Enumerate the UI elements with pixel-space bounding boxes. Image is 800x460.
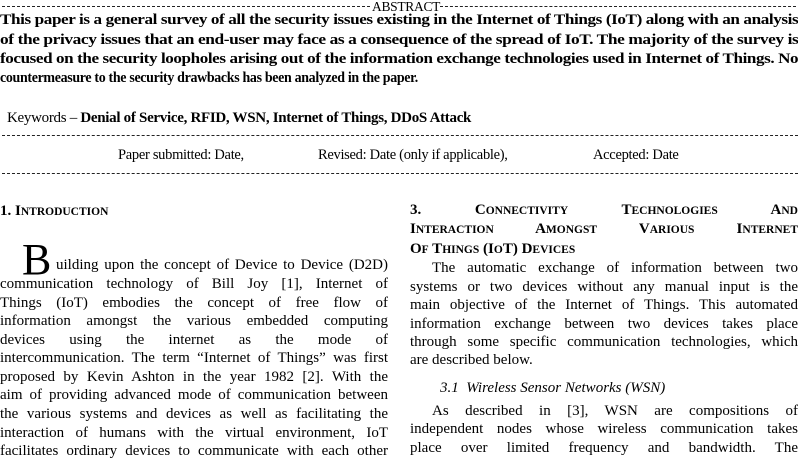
paragraph-line: are described below. — [410, 352, 533, 368]
paragraph-line: intercommunication. The term “Internet of Things” was first — [0, 350, 388, 366]
paragraph-line: systems or two devices without any manual input is the — [410, 279, 798, 295]
paragraph-line: information amongst the various embedded computing — [0, 313, 388, 329]
paragraph-line: facilitates ordinary devices to communicate with each other — [0, 443, 388, 459]
paragraph-line: devices using the internet as the mode of — [0, 332, 388, 348]
keywords-value: Denial of Service, RFID, WSN, Internet of Things, DDoS Attack — [80, 110, 472, 126]
paragraph-line: proposed by Kevin Ashton in the year 1982 [2]. With the — [0, 369, 388, 385]
paragraph-line: aim of providing advanced mode of communication between — [0, 387, 388, 403]
abstract-line: This paper is a general survey of all the security issues existing in the Internet of Things (IoT) along with an analysis — [0, 12, 799, 28]
divider — [2, 173, 798, 174]
paragraph-line: independent nodes whose wireless communication takes — [410, 421, 798, 437]
section-3-heading-line: 3. CONNECTIVITY TECHNOLOGIES AND — [410, 202, 798, 218]
paragraph-line: main objective of the Internet of Things. This automated — [410, 297, 798, 313]
abstract-heading: ABSTRACT — [372, 0, 441, 14]
paragraph-line: The automatic exchange of information between two — [432, 260, 798, 276]
keywords-label: Keywords – — [7, 110, 81, 126]
revised-date: Revised: Date (only if applicable), — [318, 147, 508, 163]
section-3-heading-line: INTERACTION AMONGST VARIOUS INTERNET — [410, 221, 798, 237]
abstract-line: countermeasure to the security drawbacks has been analyzed in the paper. — [0, 70, 418, 86]
divider — [2, 135, 798, 136]
abstract-line: focused on the security loopholes arising out of the information exchange technologies used in Internet of Things. No — [0, 51, 799, 67]
paragraph-line: Things (IoT) embodies the concept of free flow of — [0, 295, 388, 311]
submitted-date: Paper submitted: Date, — [118, 147, 244, 163]
paragraph-line: information exchange between two devices takes place — [410, 316, 798, 332]
paragraph-line: uilding upon the concept of Device to Device (D2D) — [56, 257, 388, 273]
section-1-heading: 1. INTRODUCTION — [0, 203, 109, 219]
paragraph-line: place over limited frequency and bandwidth. The — [410, 440, 798, 456]
keywords — [7, 110, 471, 127]
divider — [440, 6, 796, 7]
drop-cap: B — [22, 235, 52, 284]
paragraph-line: through some specific communication technologies, which — [410, 334, 798, 350]
abstract-line: of the privacy issues that an end-user may face as a consequence of the spread of IoT. The majority of the survey is — [0, 32, 799, 48]
paragraph-line: the various systems and devices as well as facilitating the — [0, 406, 388, 422]
paragraph-line: interaction of humans with the virtual environment, IoT — [0, 425, 388, 441]
accepted-date: Accepted: Date — [593, 147, 679, 163]
subsection-3-1-heading: 3.1 Wireless Sensor Networks (WSN) — [440, 380, 666, 396]
paragraph-line: communication technology of Bill Joy [1], Internet of — [0, 276, 388, 292]
section-3-heading-line: OF THINGS (IOT) DEVICES — [410, 241, 576, 257]
paragraph-line: As described in [3], WSN are compositions of — [432, 403, 798, 419]
divider — [2, 6, 370, 7]
